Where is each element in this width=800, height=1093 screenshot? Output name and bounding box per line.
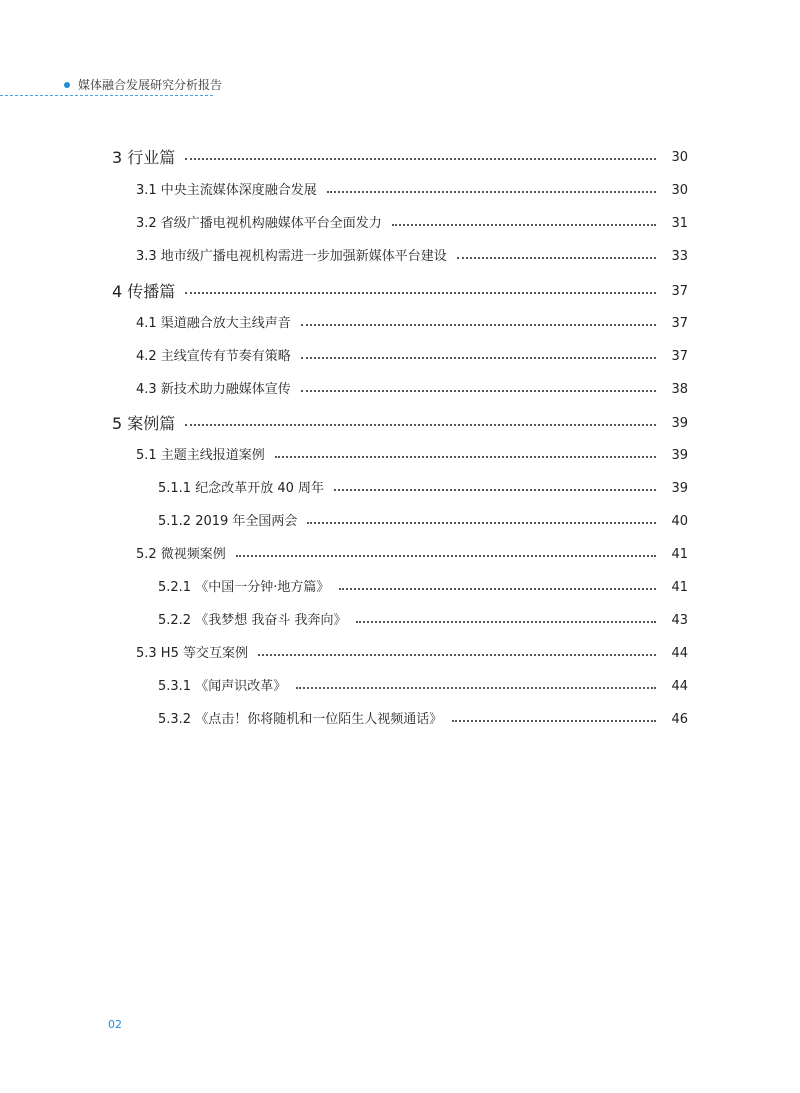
toc-entry-page: 39 <box>671 448 688 463</box>
toc-entry-label: 5.1.2 2019 年全国两会 <box>158 510 307 534</box>
dot-leader <box>296 687 656 689</box>
dot-leader <box>327 191 656 193</box>
toc-entry[interactable] <box>0 378 800 402</box>
toc-entry[interactable] <box>0 345 800 369</box>
dot-leader <box>356 621 656 623</box>
toc-entry-label: 5.2.2 《我梦想 我奋斗 我奔向》 <box>158 609 356 633</box>
page-number: 02 <box>108 1018 122 1031</box>
toc-entry-label: 3.3 地市级广播电视机构需进一步加强新媒体平台建设 <box>136 245 457 269</box>
toc-entry-label: 4 传播篇 <box>112 280 185 304</box>
bullet-dot-icon <box>64 82 70 88</box>
toc-entry-page: 44 <box>671 646 688 661</box>
toc-entry[interactable] <box>0 179 800 203</box>
header-title: 媒体融合发展研究分析报告 <box>78 78 223 92</box>
toc-entry-label: 4.2 主线宣传有节奏有策略 <box>136 345 301 369</box>
toc-entry[interactable] <box>0 312 800 336</box>
toc-entry[interactable] <box>0 609 800 633</box>
toc-entry-page: 41 <box>671 547 688 562</box>
toc-entry[interactable] <box>0 412 800 436</box>
toc-entry-label: 3 行业篇 <box>112 146 185 170</box>
dot-leader <box>258 654 656 656</box>
toc-entry-label: 5.1 主题主线报道案例 <box>136 444 275 468</box>
dot-leader <box>452 720 656 722</box>
header-divider <box>0 95 213 96</box>
dot-leader <box>275 456 656 458</box>
dot-leader <box>236 555 656 557</box>
toc-entry-label: 5.3 H5 等交互案例 <box>136 642 258 666</box>
toc-entry-page: 38 <box>671 382 688 397</box>
toc-entry-label: 5.3.1 《闻声识改革》 <box>158 675 296 699</box>
toc-entry-page: 37 <box>671 349 688 364</box>
toc-entry[interactable] <box>0 444 800 468</box>
toc-entry-page: 44 <box>671 679 688 694</box>
toc-entry-page: 37 <box>671 316 688 331</box>
toc-entry[interactable] <box>0 212 800 236</box>
toc-entry-label: 3.2 省级广播电视机构融媒体平台全面发力 <box>136 212 392 236</box>
toc-entry[interactable] <box>0 675 800 699</box>
toc-entry-label: 4.3 新技术助力融媒体宣传 <box>136 378 301 402</box>
toc-entry-page: 33 <box>671 249 688 264</box>
running-header <box>0 74 223 96</box>
dot-leader <box>307 522 656 524</box>
toc-entry[interactable] <box>0 543 800 567</box>
dot-leader <box>185 424 656 426</box>
toc-entry-page: 30 <box>671 150 688 165</box>
toc-entry-page: 30 <box>671 183 688 198</box>
toc-entry[interactable] <box>0 477 800 501</box>
toc-entry-label: 5.2 微视频案例 <box>136 543 236 567</box>
toc-entry-label: 5 案例篇 <box>112 412 185 436</box>
toc-entry[interactable] <box>0 245 800 269</box>
dot-leader <box>301 390 656 392</box>
dot-leader <box>334 489 656 491</box>
dot-leader <box>392 224 656 226</box>
toc-entry-page: 40 <box>671 514 688 529</box>
toc-entry-page: 31 <box>671 216 688 231</box>
toc-entry[interactable] <box>0 510 800 534</box>
toc-entry-label: 4.1 渠道融合放大主线声音 <box>136 312 301 336</box>
toc-entry-page: 37 <box>671 284 688 299</box>
dot-leader <box>457 257 656 259</box>
dot-leader <box>339 588 656 590</box>
toc-entry-page: 39 <box>671 416 688 431</box>
toc-entry-label: 5.1.1 纪念改革开放 40 周年 <box>158 477 334 501</box>
toc-entry-page: 43 <box>671 613 688 628</box>
toc-entry-page: 39 <box>671 481 688 496</box>
toc-entry[interactable] <box>0 280 800 304</box>
toc-entry-label: 5.2.1 《中国一分钟·地方篇》 <box>158 576 339 600</box>
dot-leader <box>185 292 656 294</box>
dot-leader <box>301 324 656 326</box>
toc-entry-page: 46 <box>671 712 688 727</box>
toc-entry[interactable] <box>0 642 800 666</box>
toc-entry-page: 41 <box>671 580 688 595</box>
dot-leader <box>185 158 656 160</box>
toc-entry-label: 5.3.2 《点击！你将随机和一位陌生人视频通话》 <box>158 708 452 732</box>
dot-leader <box>301 357 656 359</box>
toc-entry[interactable] <box>0 146 800 170</box>
toc-entry[interactable] <box>0 708 800 732</box>
toc-entry-label: 3.1 中央主流媒体深度融合发展 <box>136 179 327 203</box>
toc-entry[interactable] <box>0 576 800 600</box>
